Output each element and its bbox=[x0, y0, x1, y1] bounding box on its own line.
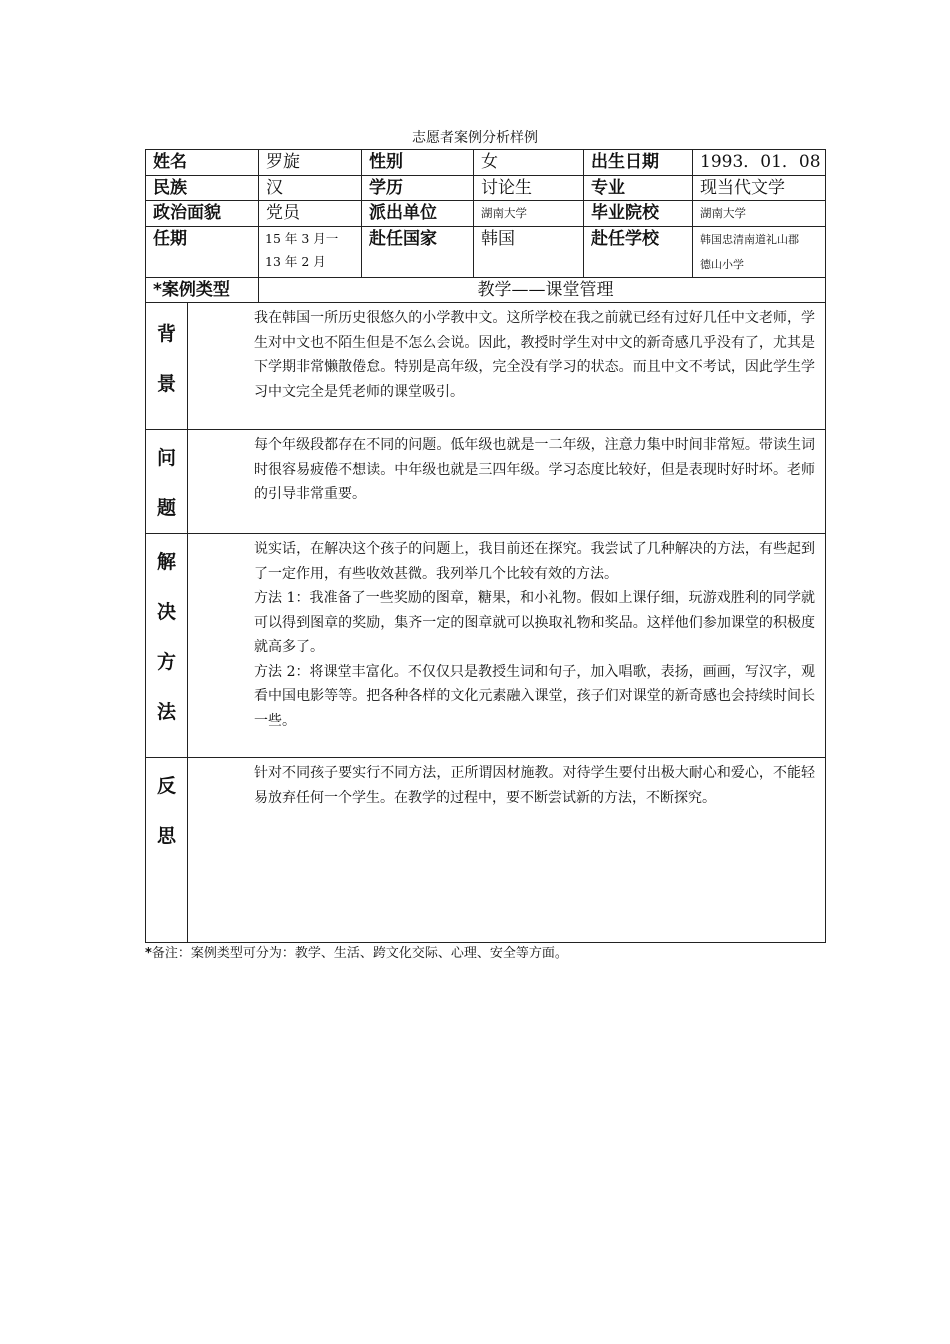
background-char-1: 背 bbox=[156, 323, 176, 345]
term-value bbox=[259, 227, 362, 278]
reflection-char-2: 思 bbox=[156, 825, 176, 847]
school-value bbox=[693, 227, 826, 278]
solution-paragraph-3: 方法 2：将课堂丰富化。不仅仅只是教授生词和句子，加入唱歌，表扬，画画，写汉字，观看中国电影等等。把各种各样的文化元素融入课堂，孩子们对课堂的新奇感也会持续时间长一些。 bbox=[254, 663, 815, 729]
birth-value: 1993．01．08 bbox=[693, 150, 826, 176]
footnote bbox=[145, 944, 568, 964]
country-label: 赴任国家 bbox=[362, 227, 474, 278]
solution-text bbox=[188, 534, 826, 758]
solution-char-2: 决 bbox=[156, 601, 176, 623]
term-line-1: 15 年 3 月一 bbox=[265, 231, 339, 246]
school-line-2: 德山小学 bbox=[700, 258, 744, 271]
footnote-star: * bbox=[145, 946, 152, 961]
dispatch-label: 派出单位 bbox=[362, 201, 474, 227]
major-label: 专业 bbox=[584, 176, 693, 201]
dispatch-value: 湖南大学 bbox=[474, 201, 584, 227]
term-label: 任期 bbox=[146, 227, 259, 278]
background-text bbox=[188, 303, 826, 430]
gender-value: 女 bbox=[474, 150, 584, 176]
row-ethnic bbox=[146, 176, 826, 201]
edu-label: 学历 bbox=[362, 176, 474, 201]
political-label: 政治面貌 bbox=[146, 201, 259, 227]
solution-char-1: 解 bbox=[156, 551, 176, 573]
problem-heading bbox=[146, 430, 188, 534]
footnote-text: 备注：案例类型可分为：教学、生活、跨文化交际、心理、安全等方面。 bbox=[151, 946, 568, 961]
ethnic-value: 汉 bbox=[259, 176, 362, 201]
row-case-type bbox=[146, 278, 826, 303]
background-char-2: 景 bbox=[156, 373, 176, 395]
name-value: 罗旋 bbox=[259, 150, 362, 176]
reflection-heading bbox=[146, 758, 188, 943]
solution-char-3: 方 bbox=[156, 651, 176, 673]
section-reflection bbox=[146, 758, 826, 943]
section-problem bbox=[146, 430, 826, 534]
school-line-1: 韩国忠清南道礼山郡 bbox=[700, 233, 799, 246]
gender-label: 性别 bbox=[362, 150, 474, 176]
case-type-value: 教学——课堂管理 bbox=[259, 278, 826, 303]
political-value: 党员 bbox=[259, 201, 362, 227]
row-term bbox=[146, 227, 826, 278]
background-paragraph: 我在韩国一所历史很悠久的小学教中文。这所学校在我之前就已经有过好几任中文老师，学生对中文也不陌生但是不怎么会说。因此，教授时学生对中文的新奇感几乎没有了，尤其是下学期非常懒散倦怠。特别是高年级，完全没有学习的状态。而且中文不考试，因此学生学习中文完全是凭老师的课堂吸引。 bbox=[254, 310, 815, 400]
case-type-label: *案例类型 bbox=[146, 278, 259, 303]
graduate-label: 毕业院校 bbox=[584, 201, 693, 227]
row-name bbox=[146, 150, 826, 176]
name-label: 姓名 bbox=[146, 150, 259, 176]
problem-char-1: 问 bbox=[156, 447, 176, 469]
birth-label: 出生日期 bbox=[584, 150, 693, 176]
row-political bbox=[146, 201, 826, 227]
reflection-char-1: 反 bbox=[156, 775, 176, 797]
ethnic-label: 民族 bbox=[146, 176, 259, 201]
solution-char-4: 法 bbox=[156, 701, 176, 723]
reflection-text bbox=[188, 758, 826, 943]
reflection-paragraph: 针对不同孩子要实行不同方法，正所谓因材施教。对待学生要付出极大耐心和爱心，不能轻易放弃任何一个学生。在教学的过程中，要不断尝试新的方法，不断探究。 bbox=[254, 765, 815, 806]
problem-char-2: 题 bbox=[156, 497, 176, 519]
solution-paragraph-1: 说实话，在解决这个孩子的问题上，我目前还在探究。我尝试了几种解决的方法，有些起到了一定作用，有些收效甚微。我列举几个比较有效的方法。 bbox=[254, 541, 815, 582]
country-value: 韩国 bbox=[474, 227, 584, 278]
edu-value: 讨论生 bbox=[474, 176, 584, 201]
solution-paragraph-2: 方法 1：我准备了一些奖励的图章，糖果，和小礼物。假如上课仔细，玩游戏胜利的同学就可以得到图章的奖励，集齐一定的图章就可以换取礼物和奖品。这样他们参加课堂的积极度就高多了。 bbox=[254, 590, 815, 655]
section-solution bbox=[146, 534, 826, 758]
case-form-table bbox=[145, 149, 826, 943]
graduate-value: 湖南大学 bbox=[693, 201, 826, 227]
major-value: 现当代文学 bbox=[693, 176, 826, 201]
section-background bbox=[146, 303, 826, 430]
document-title: 志愿者案例分析样例 bbox=[412, 130, 538, 146]
problem-text bbox=[188, 430, 826, 534]
problem-paragraph: 每个年级段都存在不同的问题。低年级也就是一二年级，注意力集中时间非常短。带读生词时很容易疲倦不想读。中年级也就是三四年级。学习态度比较好，但是表现时好时坏。老师的引导非常重要。 bbox=[254, 437, 815, 502]
school-label: 赴任学校 bbox=[584, 227, 693, 278]
term-line-2: 13 年 2 月 bbox=[265, 254, 326, 269]
solution-heading bbox=[146, 534, 188, 758]
background-heading bbox=[146, 303, 188, 430]
